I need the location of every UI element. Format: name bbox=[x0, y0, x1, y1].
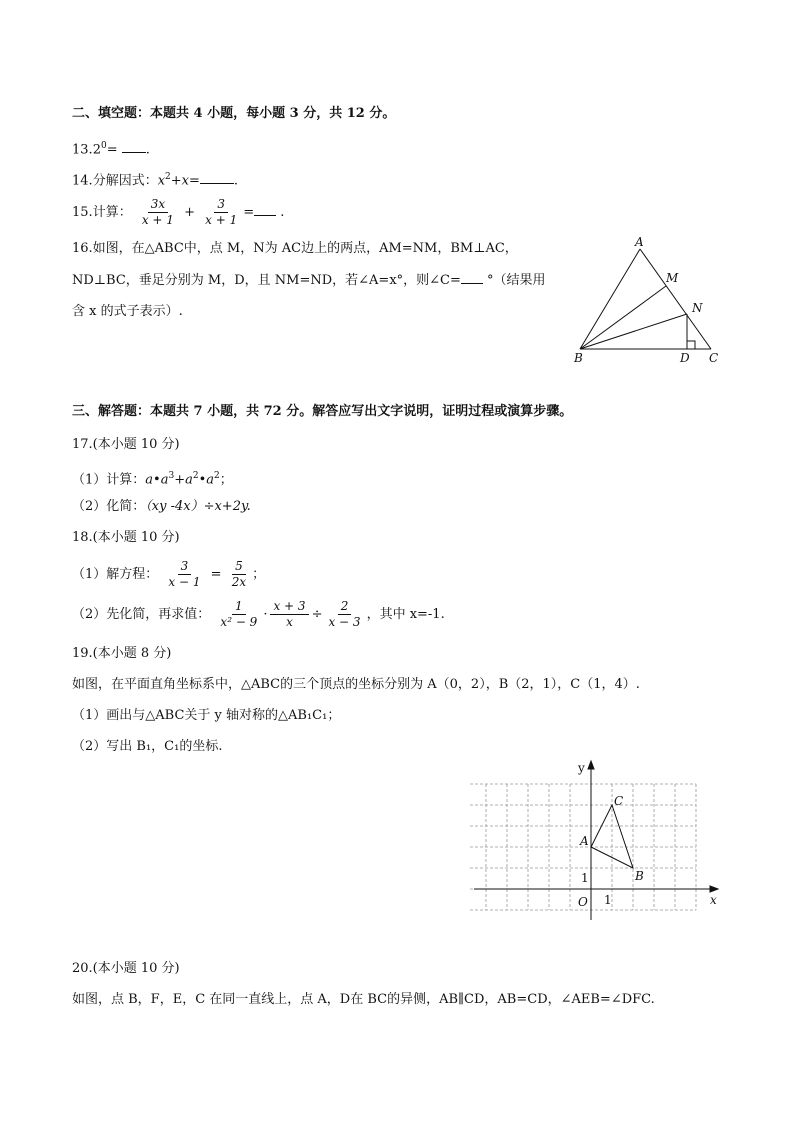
q14-answer-blank[interactable] bbox=[200, 183, 234, 184]
q18-p2-fraction-3 bbox=[325, 600, 363, 629]
q17-p1-expr: a•a bbox=[145, 472, 169, 488]
q15-tail: . bbox=[280, 205, 285, 220]
q14-text: 分解因式： bbox=[92, 173, 158, 189]
q18-p2-div: ÷ bbox=[311, 607, 323, 622]
q15-f2-numerator: 3 bbox=[214, 198, 228, 213]
q17-p1-mid2: •a bbox=[198, 472, 214, 488]
q19-part2: （2）写出 B₁，C₁的坐标. bbox=[72, 739, 223, 754]
segment-bm bbox=[580, 286, 666, 349]
y-axis-label: y bbox=[578, 761, 585, 775]
q18-p2-label: （2）先化简，再求值： bbox=[72, 607, 211, 622]
q17-p1-exp3: 2 bbox=[214, 471, 220, 481]
side-ab bbox=[580, 249, 640, 349]
q18-p1-eq: = bbox=[210, 567, 222, 582]
side-ac bbox=[640, 249, 711, 349]
q20-line1: 如图，点 B，F，E，C 在同一直线上，点 A，D在 BC的异侧，AB∥CD，AB=CD，∠AEB=∠DFC. bbox=[72, 992, 655, 1007]
q18-p2-f2-numerator: x + 3 bbox=[270, 600, 308, 615]
q18-p2-fraction-2 bbox=[270, 600, 308, 629]
q15-plus: + bbox=[184, 205, 195, 220]
x-axis-arrow bbox=[710, 886, 718, 892]
q15-answer-blank[interactable] bbox=[254, 215, 276, 216]
q18-p2-f1-numerator: 1 bbox=[232, 600, 246, 615]
question-14 bbox=[72, 169, 238, 189]
q15-fraction-1 bbox=[139, 198, 177, 227]
q16-line1: 16.如图，在△ABC中，点 M，N为 AC边上的两点，AM=NM，BM⊥AC， bbox=[72, 241, 518, 256]
q13-eq: = bbox=[106, 142, 118, 158]
q18-p1-fraction-2 bbox=[229, 560, 249, 589]
q19-part1: （1）画出与△ABC关于 y 轴对称的△AB₁C₁； bbox=[72, 708, 341, 723]
q17-part1 bbox=[72, 468, 233, 488]
q18-p2-f2-denominator: x bbox=[286, 615, 293, 629]
q18-p2-dot: · bbox=[263, 607, 268, 622]
q16-answer-blank[interactable] bbox=[461, 283, 483, 284]
q14-rest: +x= bbox=[170, 173, 200, 189]
q19-coordinate-grid bbox=[470, 756, 724, 922]
q17-p1-exp1: 3 bbox=[168, 471, 175, 481]
section2-header: 二、填空题：本题共 4 小题，每小题 3 分，共 12 分。 bbox=[72, 106, 396, 121]
q18-part2 bbox=[72, 600, 445, 629]
label-m: M bbox=[666, 271, 679, 285]
q18-p1-f2-denominator: 2x bbox=[231, 575, 247, 589]
x-unit-label: 1 bbox=[604, 893, 612, 907]
y-unit-label: 1 bbox=[581, 871, 589, 885]
q16-line2a: ND⊥BC，垂足分别为 M，D，且 NM=ND，若∠A=x°，则∠C= bbox=[72, 273, 461, 288]
right-angle-mark bbox=[687, 341, 695, 349]
q13-answer-blank[interactable] bbox=[122, 152, 146, 153]
q18-p2-fraction-1 bbox=[217, 600, 260, 629]
section3-header: 三、解答题：本题共 7 小题，共 72 分。解答应写出文字说明，证明过程或演算步骤。 bbox=[72, 404, 573, 419]
q14-exponent: 2 bbox=[165, 172, 171, 182]
q16-line3: 含 x 的式子表示）. bbox=[72, 304, 183, 319]
q18-p1-label: （1）解方程： bbox=[72, 567, 159, 582]
q19-line1: 如图，在平面直角坐标系中，△ABC的三个顶点的坐标分别为 A（0，2），B（2，1），C（1，4）. bbox=[72, 677, 640, 692]
q18-p2-f3-denominator: x − 3 bbox=[328, 615, 361, 629]
label-c: C bbox=[709, 351, 719, 365]
y-axis-arrow bbox=[588, 761, 594, 769]
q18-p1-f2-numerator: 5 bbox=[232, 560, 246, 575]
point-a-label: A bbox=[580, 834, 589, 848]
q18-part1 bbox=[72, 560, 265, 589]
q13-number: 13. bbox=[72, 142, 93, 158]
label-d: D bbox=[680, 351, 690, 365]
q14-expr: x bbox=[157, 173, 166, 189]
q19-title: 19.(本小题 8 分) bbox=[72, 646, 172, 661]
q17-p1-exp2: 2 bbox=[192, 471, 199, 481]
q15-f1-numerator: 3x bbox=[148, 198, 168, 213]
q14-tail: . bbox=[233, 173, 239, 189]
q17-p2-label: （2）化简： bbox=[72, 499, 146, 514]
origin-label: O bbox=[578, 895, 588, 909]
segment-bn bbox=[580, 314, 687, 349]
q15-fraction-2 bbox=[202, 198, 240, 227]
q15-eq: = bbox=[243, 205, 255, 220]
q16-line2b: °（结果用 bbox=[487, 273, 546, 288]
q17-p2-expr: （xy -4x）÷x+2y. bbox=[145, 499, 251, 514]
q17-title: 17.(本小题 10 分) bbox=[72, 437, 180, 452]
q15-f1-denominator: x + 1 bbox=[141, 213, 174, 227]
q13-tail: . bbox=[145, 142, 150, 158]
x-axis-label: x bbox=[710, 893, 717, 907]
q18-p1-fraction-1 bbox=[165, 560, 203, 589]
q18-p1-f1-numerator: 3 bbox=[178, 560, 192, 575]
q13-exponent: 0 bbox=[100, 141, 107, 151]
label-n: N bbox=[692, 301, 703, 315]
q13-expr: 2 bbox=[92, 142, 101, 158]
q18-p2-f3-numerator: 2 bbox=[338, 600, 352, 615]
question-13 bbox=[72, 138, 150, 158]
q17-p1-end: ； bbox=[219, 472, 233, 488]
label-b: B bbox=[574, 351, 583, 365]
q17-p1-mid: +a bbox=[174, 472, 193, 488]
q18-p2-end: ，其中 x=-1. bbox=[366, 607, 445, 622]
point-c-label: C bbox=[614, 794, 624, 808]
label-a: A bbox=[635, 235, 644, 249]
question-15 bbox=[72, 198, 284, 227]
point-b-label: B bbox=[635, 869, 644, 883]
q18-p1-f1-denominator: x − 1 bbox=[168, 575, 201, 589]
q18-title: 18.(本小题 10 分) bbox=[72, 530, 180, 545]
q16-triangle-figure bbox=[568, 232, 728, 368]
q14-number: 14. bbox=[72, 173, 93, 189]
q16-line2 bbox=[72, 273, 546, 289]
q15-f2-denominator: x + 1 bbox=[205, 213, 238, 227]
q15-number: 15. bbox=[72, 205, 93, 220]
q17-part2 bbox=[72, 499, 251, 515]
q20-title: 20.(本小题 10 分) bbox=[72, 961, 180, 976]
q17-p1-label: （1）计算： bbox=[72, 472, 146, 488]
q18-p2-f1-denominator: x² − 9 bbox=[220, 615, 258, 629]
q15-text: 计算： bbox=[92, 205, 132, 220]
q18-p1-end: ； bbox=[252, 567, 266, 582]
